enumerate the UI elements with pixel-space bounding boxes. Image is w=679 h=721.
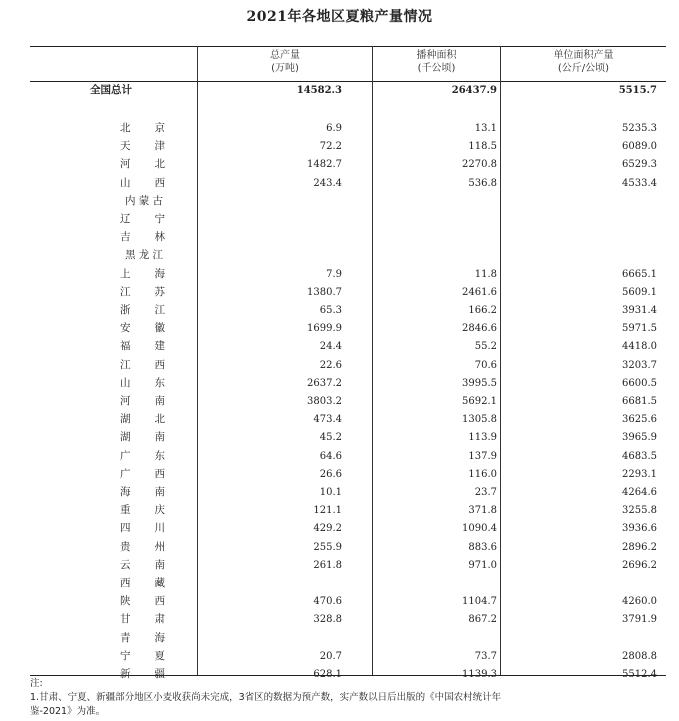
output-value: 2637.2 [307, 377, 342, 389]
region-name-char: 吉 [120, 231, 131, 244]
output-value: 65.3 [319, 305, 342, 316]
area-value: 113.9 [468, 432, 497, 444]
yield-value: 2896.2 [622, 541, 657, 553]
area-value: 536.8 [468, 177, 497, 189]
header-area-label: 播种面积 [416, 50, 457, 61]
region-name-char: 安 [120, 322, 131, 335]
yield-value: 3931.4 [622, 305, 657, 316]
area-value: 3995.5 [462, 377, 497, 389]
region-name [120, 539, 165, 556]
region-name-char: 海 [154, 631, 165, 644]
yield-value: 6600.5 [622, 377, 657, 389]
region-name [120, 302, 165, 319]
region-name-char: 江 [154, 304, 165, 316]
table-row [30, 338, 666, 355]
area-value: 371.8 [468, 505, 497, 517]
area-value: 70.6 [474, 359, 497, 371]
region-name-char: 南 [154, 558, 165, 571]
area-value: 1305.8 [462, 414, 497, 426]
region-name [120, 630, 165, 647]
table-row [30, 484, 666, 501]
yield-value: 3625.6 [622, 414, 657, 426]
output-value: 64.6 [319, 450, 342, 462]
yield-value: 2696.2 [622, 559, 657, 571]
region-name [120, 320, 165, 337]
region-name [120, 557, 165, 574]
region-name [120, 357, 165, 374]
region-name-char: 庆 [154, 504, 165, 517]
header-area-unit: (千公顷) [417, 63, 456, 74]
region-name [120, 502, 165, 519]
table-row [30, 156, 666, 173]
output-value: 1482.7 [307, 159, 342, 171]
area-value: 116.0 [468, 468, 497, 480]
area-value: 55.2 [474, 341, 497, 353]
yield-value: 6529.3 [622, 159, 657, 171]
yield-value: 5971.5 [622, 323, 657, 335]
region-name [120, 648, 165, 665]
yield-value: 3936.6 [622, 523, 657, 535]
region-name-char: 北 [120, 122, 131, 134]
region-name-char: 龙 [138, 249, 150, 262]
region-name-char: 蒙 [138, 194, 150, 207]
region-name-char: 南 [154, 486, 165, 498]
table-row [30, 375, 666, 392]
output-value: 261.8 [313, 559, 342, 571]
region-name-char: 辽 [120, 213, 131, 225]
area-value: 2846.6 [462, 323, 497, 335]
region-name-char: 徽 [154, 322, 165, 335]
region-name [120, 666, 165, 683]
region-name-char: 南 [154, 395, 165, 407]
area-value: 1090.4 [462, 523, 497, 535]
table-row [30, 211, 666, 228]
area-value: 1139.3 [462, 669, 497, 680]
table-row [30, 247, 666, 264]
region-name-char: 州 [154, 540, 165, 553]
region-name-char: 疆 [154, 668, 165, 680]
region-name-char: 广 [120, 467, 131, 480]
table-row [30, 448, 666, 465]
area-value: 883.6 [468, 541, 497, 553]
table-row [30, 411, 666, 428]
output-value: 7.9 [326, 268, 342, 280]
region-name-char: 宁 [154, 213, 165, 225]
table-row [30, 320, 666, 337]
table-row [30, 593, 666, 610]
region-name [120, 284, 165, 301]
region-name-char: 江 [152, 249, 163, 262]
table-row [30, 120, 666, 137]
region-name-char: 林 [154, 231, 165, 244]
table-row [30, 575, 666, 592]
table-row [30, 429, 666, 446]
table-row [30, 266, 666, 283]
output-value: 1699.9 [307, 323, 342, 335]
region-name-char: 新 [120, 668, 131, 680]
table-row [30, 520, 666, 537]
table-row [30, 175, 666, 192]
region-name-char: 古 [152, 194, 163, 207]
output-value: 470.6 [313, 596, 342, 608]
region-name [120, 593, 165, 610]
output-value: 26.6 [319, 468, 342, 480]
region-name [120, 175, 165, 192]
region-name [125, 247, 163, 264]
total-output: 14582.3 [296, 85, 342, 96]
region-name-char: 北 [154, 158, 165, 171]
area-value: 137.9 [468, 450, 497, 462]
area-value: 73.7 [474, 650, 497, 662]
region-name [120, 575, 165, 592]
table-row [30, 193, 666, 210]
output-value: 429.2 [313, 523, 342, 535]
header-area [373, 49, 500, 75]
region-name-char: 宁 [120, 649, 131, 662]
region-name [120, 611, 165, 628]
region-name [120, 411, 165, 428]
yield-value: 3791.9 [622, 614, 657, 626]
region-name-char: 重 [120, 504, 131, 517]
yield-value: 4418.0 [622, 341, 657, 353]
region-name-char: 津 [154, 140, 165, 153]
region-name-char: 东 [154, 449, 165, 462]
yield-value: 5235.3 [622, 123, 657, 134]
header-output-unit: (万吨) [271, 63, 299, 74]
header-output-label: 总产量 [270, 50, 300, 61]
region-name [120, 484, 165, 501]
area-value: 867.2 [468, 614, 497, 626]
region-name-char: 南 [154, 431, 165, 444]
region-name [120, 448, 165, 465]
region-name-char: 青 [120, 631, 131, 644]
region-name-char: 福 [120, 340, 131, 353]
yield-value: 3965.9 [622, 432, 657, 444]
region-name-char: 建 [154, 340, 165, 353]
region-name-char: 云 [120, 558, 131, 571]
table-row [30, 648, 666, 665]
region-name-char: 湖 [120, 413, 131, 426]
total-label: 全国总计 [90, 84, 132, 96]
region-name-char: 浙 [120, 304, 131, 316]
output-value: 255.9 [313, 541, 342, 553]
table-row [30, 393, 666, 410]
output-value: 45.2 [319, 432, 342, 444]
output-value: 10.1 [319, 487, 342, 498]
region-name-char: 山 [120, 176, 131, 189]
region-name-char: 肃 [154, 613, 165, 626]
yield-value: 4260.0 [622, 596, 657, 608]
output-value: 243.4 [313, 177, 342, 189]
table-row [30, 630, 666, 647]
region-name-char: 河 [120, 158, 131, 171]
note-line-1: 1.甘肃、宁夏、新疆部分地区小麦收获尚未完成，3省区的数据为预产数，实产数以日后出版的《中国农村统计年 [30, 692, 502, 703]
region-name [120, 156, 165, 173]
output-value: 20.7 [319, 650, 342, 662]
table-row [30, 539, 666, 556]
region-name-char: 北 [154, 413, 165, 426]
output-value: 24.4 [319, 341, 342, 353]
region-name-char: 广 [120, 449, 131, 462]
region-name [120, 375, 165, 392]
yield-value: 4533.4 [622, 177, 657, 189]
header-yield-unit: (公斤/公顷) [557, 63, 610, 74]
region-name-char: 甘 [120, 613, 131, 626]
output-value: 6.9 [326, 123, 342, 134]
region-name [120, 338, 165, 355]
output-value: 121.1 [313, 505, 342, 517]
region-name-char: 四 [120, 522, 131, 535]
region-name-char: 西 [154, 358, 165, 371]
region-name [120, 138, 165, 155]
region-name [120, 120, 165, 137]
region-name [120, 229, 165, 246]
note-label: 注: [30, 678, 43, 689]
region-name-char: 西 [154, 176, 165, 189]
yield-value: 5512.4 [622, 669, 657, 680]
yield-value: 4683.5 [622, 450, 657, 462]
region-name [120, 429, 165, 446]
note-line-2: 鉴-2021》为准。 [30, 706, 106, 717]
table-row [30, 229, 666, 246]
region-name-char: 西 [154, 595, 165, 608]
header-yield [501, 49, 666, 75]
region-name-char: 上 [120, 267, 131, 280]
output-value: 628.1 [313, 669, 342, 680]
output-value: 473.4 [313, 414, 342, 426]
area-value: 23.7 [474, 487, 497, 498]
region-name [120, 211, 165, 228]
total-area: 26437.9 [451, 85, 497, 96]
area-value: 11.8 [474, 268, 497, 280]
region-name-char: 贵 [120, 540, 131, 553]
yield-value: 3203.7 [622, 359, 657, 371]
table-row [30, 466, 666, 483]
area-value: 1104.7 [462, 596, 497, 608]
table-row [30, 557, 666, 574]
region-name-char: 西 [120, 577, 131, 589]
region-name [120, 466, 165, 483]
region-name-char: 藏 [154, 577, 165, 589]
area-value: 5692.1 [462, 396, 497, 407]
header-yield-label: 单位面积产量 [553, 50, 614, 61]
yield-value: 5609.1 [622, 286, 657, 298]
output-value: 328.8 [313, 614, 342, 626]
output-value: 1380.7 [307, 286, 342, 298]
table-row [30, 284, 666, 301]
table-row [30, 611, 666, 628]
yield-value: 4264.6 [622, 487, 657, 498]
region-name-char: 山 [120, 376, 131, 389]
table-row [30, 138, 666, 155]
area-value: 2270.8 [462, 159, 497, 171]
table-row [30, 302, 666, 319]
yield-value: 2808.8 [622, 650, 657, 662]
area-value: 118.5 [468, 141, 497, 153]
output-value: 72.2 [319, 141, 342, 153]
region-name-char: 天 [120, 140, 131, 153]
table-row [30, 502, 666, 519]
region-name-char: 湖 [120, 431, 131, 444]
region-name [125, 193, 163, 210]
area-value: 13.1 [474, 123, 497, 134]
region-name-char: 京 [154, 122, 165, 134]
area-value: 166.2 [468, 305, 497, 316]
region-name-char: 内 [125, 194, 136, 207]
page-title: 2021年各地区夏粮产量情况 [246, 9, 433, 25]
region-name-char: 川 [154, 522, 165, 535]
yield-value: 3255.8 [622, 505, 657, 517]
region-name-char: 东 [154, 376, 165, 389]
total-yield: 5515.7 [618, 85, 657, 96]
output-value: 3803.2 [307, 396, 342, 407]
region-name-char: 陕 [120, 595, 131, 608]
region-name-char: 江 [120, 285, 131, 298]
region-name-char: 海 [154, 267, 165, 280]
region-name [120, 520, 165, 537]
region-name [120, 393, 165, 410]
yield-value: 6681.5 [622, 396, 657, 407]
yield-value: 6665.1 [622, 268, 657, 280]
table-row [30, 666, 666, 683]
table-row-total [30, 82, 666, 99]
region-name-char: 苏 [154, 285, 165, 298]
region-name-char: 西 [154, 467, 165, 480]
region-name-char: 河 [120, 395, 131, 407]
yield-value: 2293.1 [622, 468, 657, 480]
area-value: 971.0 [468, 559, 497, 571]
table-row [30, 357, 666, 374]
region-name-char: 江 [120, 358, 131, 371]
table-top-rule [30, 46, 666, 47]
region-name-char: 海 [120, 486, 131, 498]
region-name [120, 266, 165, 283]
area-value: 2461.6 [462, 286, 497, 298]
region-name-char: 夏 [154, 649, 165, 662]
header-output [198, 49, 372, 75]
region-name-char: 黑 [125, 249, 136, 262]
yield-value: 6089.0 [622, 141, 657, 153]
output-value: 22.6 [319, 359, 342, 371]
